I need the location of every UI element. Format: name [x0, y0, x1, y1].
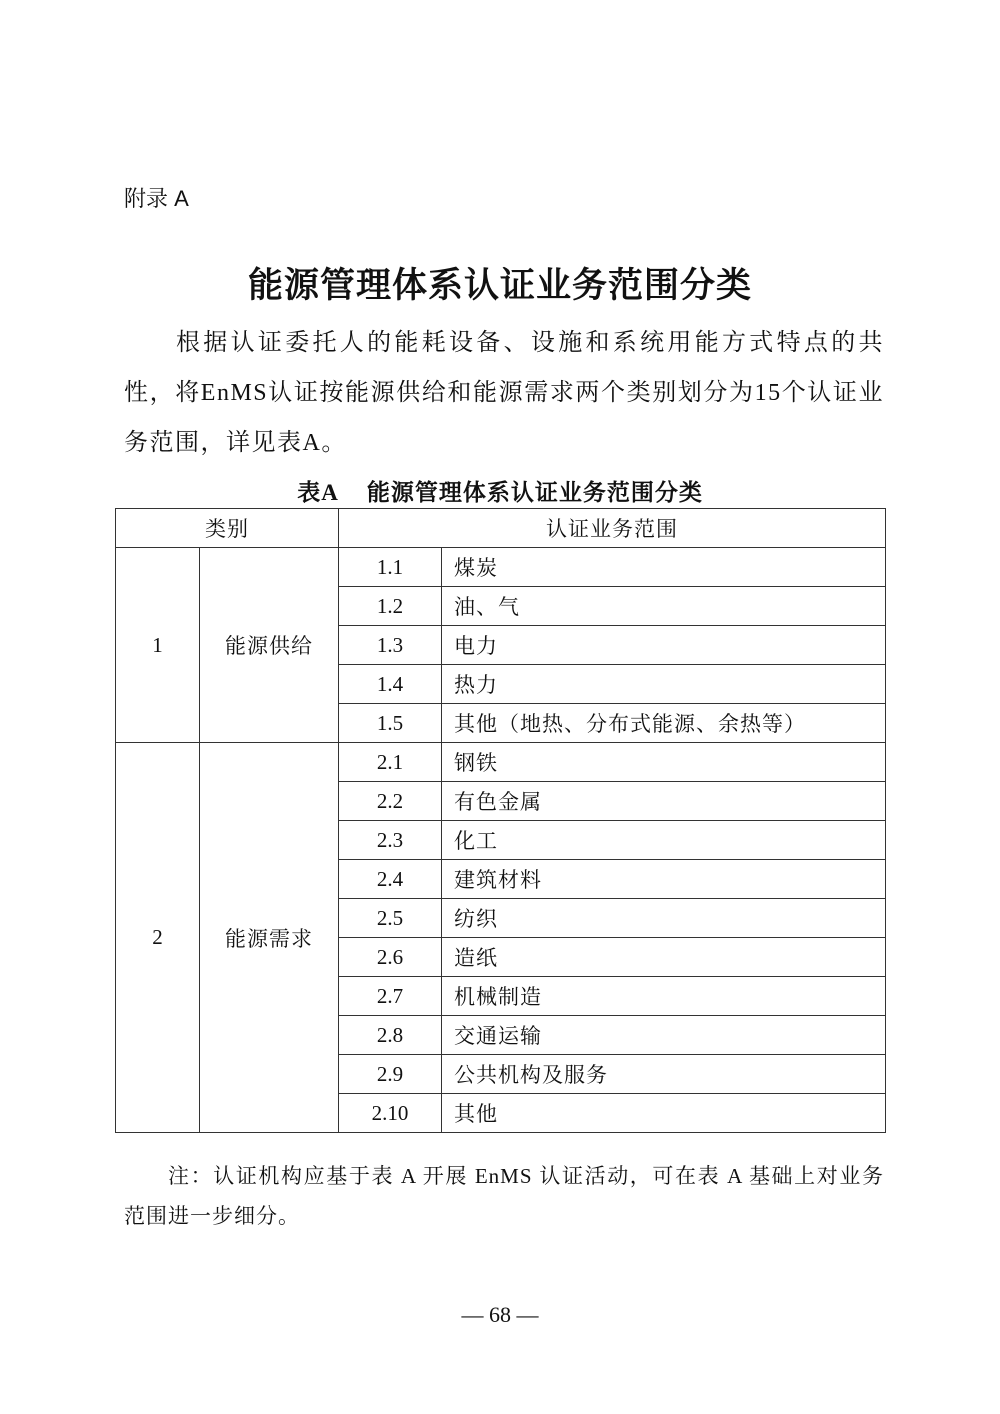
scope-name: 电力 [442, 626, 886, 665]
scope-name: 热力 [442, 665, 886, 704]
scope-name: 机械制造 [442, 977, 886, 1016]
scope-table [115, 508, 886, 1133]
scope-name: 油、气 [442, 587, 886, 626]
category-name: 能源供给 [200, 548, 339, 743]
table-header-row [116, 509, 886, 548]
scope-name: 钢铁 [442, 743, 886, 782]
scope-name: 建筑材料 [442, 860, 886, 899]
scope-code: 2.1 [339, 743, 442, 782]
scope-code: 1.5 [339, 704, 442, 743]
table-row [116, 548, 886, 587]
scope-name: 其他（地热、分布式能源、余热等） [442, 704, 886, 743]
scope-code: 2.8 [339, 1016, 442, 1055]
table-caption [0, 474, 1000, 507]
scope-name: 煤炭 [442, 548, 886, 587]
table-row [116, 743, 886, 782]
scope-code: 2.5 [339, 899, 442, 938]
scope-code: 1.1 [339, 548, 442, 587]
category-number: 2 [116, 743, 200, 1133]
category-name: 能源需求 [200, 743, 339, 1133]
intro-paragraph: 根据认证委托人的能耗设备、设施和系统用能方式特点的共性，将EnMS认证按能源供给和能源需求两个类别划分为15个认证业务范围，详见表A。 [124, 330, 884, 456]
scope-code: 2.9 [339, 1055, 442, 1094]
scope-code: 2.4 [339, 860, 442, 899]
scope-name: 化工 [442, 821, 886, 860]
page-number: — 68 — [461, 1302, 539, 1327]
scope-name: 造纸 [442, 938, 886, 977]
scope-code: 2.2 [339, 782, 442, 821]
table-note: 注：认证机构应基于表 A 开展 EnMS 认证活动，可在表 A 基础上对业务范围进一步细分。 [124, 1164, 884, 1228]
scope-name: 公共机构及服务 [442, 1055, 886, 1094]
scope-code: 1.4 [339, 665, 442, 704]
scope-code: 1.2 [339, 587, 442, 626]
page-title: 能源管理体系认证业务范围分类 [247, 266, 752, 305]
scope-code: 1.3 [339, 626, 442, 665]
scope-code: 2.3 [339, 821, 442, 860]
header-scope: 认证业务范围 [339, 509, 886, 548]
scope-code: 2.7 [339, 977, 442, 1016]
header-category: 类别 [116, 509, 339, 548]
table-caption-title: 能源管理体系认证业务范围分类 [366, 480, 703, 505]
scope-code: 2.6 [339, 938, 442, 977]
scope-name: 纺织 [442, 899, 886, 938]
scope-name: 其他 [442, 1094, 886, 1133]
scope-name: 交通运输 [442, 1016, 886, 1055]
scope-code: 2.10 [339, 1094, 442, 1133]
table-caption-label: 表A [297, 480, 339, 505]
scope-name: 有色金属 [442, 782, 886, 821]
appendix-label: 附录 A [124, 186, 189, 211]
category-number: 1 [116, 548, 200, 743]
